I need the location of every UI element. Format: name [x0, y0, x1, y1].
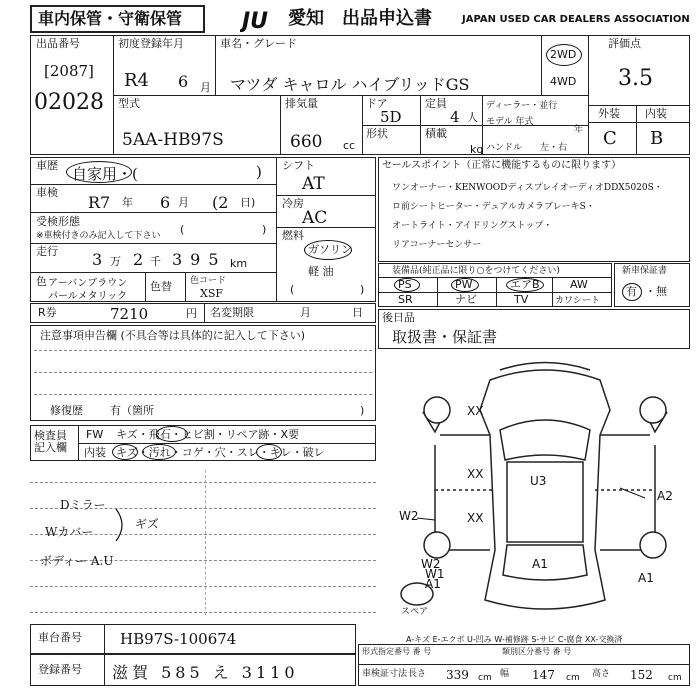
- warranty-no: ・無: [645, 285, 667, 298]
- width-label: 幅: [500, 669, 510, 679]
- form-title: 出品申込書: [342, 8, 432, 29]
- damage-legend: A-キズ E-エクボ U-凹み W-補修跡 S-サビ C-腐食 XX-交換済: [406, 635, 623, 644]
- selling-point-2: ロ前シートヒーター・デュアルカメラブレーキS・: [392, 202, 595, 212]
- fuel-open: (: [290, 283, 295, 296]
- front-left-wheel: [424, 397, 450, 423]
- follow-up-label: 後日品: [382, 311, 415, 324]
- load-unit: kg: [470, 143, 484, 156]
- windshield: [500, 420, 590, 460]
- mark-rear-a1: A1: [425, 577, 441, 591]
- wear-circle: [256, 444, 282, 460]
- inspection-day: (2: [212, 193, 229, 212]
- height-value: 152: [630, 668, 653, 682]
- color-code-label: 色コード: [190, 276, 227, 286]
- rear-right-wheel: [640, 532, 666, 558]
- follow-up-value: 取扱書・保証書: [392, 328, 498, 346]
- chassis-label: 車台番号: [38, 631, 82, 644]
- doors-label: ドア: [366, 97, 388, 110]
- model-year-label: モデル 年式: [486, 117, 534, 127]
- exterior-grade: C: [603, 128, 617, 149]
- rear-left-wheel: [424, 532, 450, 558]
- spare-label: スペア: [401, 607, 429, 617]
- int-items: キズ・汚れ・コゲ・穴・スレ・キレ・破レ: [116, 446, 325, 459]
- mileage-man: 3: [92, 250, 103, 269]
- mark-right-side: A2: [657, 489, 673, 503]
- inspection-day-unit: 日): [240, 196, 256, 209]
- inspection-month: 6: [160, 193, 171, 212]
- mileage-rest: 395: [172, 250, 227, 269]
- car-body-outline: [480, 370, 610, 609]
- ju-logo-icon: [240, 6, 288, 32]
- approval-label: 形式指定番号 番 号: [362, 647, 432, 656]
- lot-bracket-number: [2087]: [44, 62, 94, 80]
- size-label: 車検証寸法: [362, 669, 408, 679]
- color-change-label: 色替: [150, 280, 172, 293]
- name-change-month: 月: [300, 306, 311, 319]
- note-wiper-cover: Wカバー: [45, 525, 94, 539]
- fuel-label: 燃料: [282, 229, 304, 242]
- first-reg-year: R4: [124, 70, 150, 91]
- length-label: 長さ: [408, 669, 427, 679]
- inspection-note-close: ): [262, 223, 267, 236]
- note-bracket-icon: [112, 505, 142, 545]
- displacement-value: 660: [290, 132, 323, 152]
- width-value: 147: [532, 668, 555, 682]
- score-value: 3.5: [618, 66, 653, 91]
- org-name: 愛知: [288, 8, 324, 29]
- first-reg-month-unit: 月: [200, 81, 211, 94]
- handle-options: 左・右: [540, 143, 568, 153]
- fuel-diesel: 軽 油: [308, 265, 334, 278]
- equip-pw: PW: [455, 278, 473, 291]
- mark-front-left: XX: [467, 404, 484, 418]
- model-name-value: マツダ キャロル ハイブリッドGS: [230, 75, 470, 94]
- mileage-sen-unit: 千: [150, 255, 161, 268]
- mark-left-rear: W2: [399, 509, 419, 523]
- interior-label: 内装: [645, 107, 667, 120]
- repair-close: ): [360, 404, 365, 417]
- history-value: 自家用・(: [72, 165, 138, 183]
- shift-label: シフト: [282, 159, 315, 172]
- mileage-unit: km: [230, 257, 248, 270]
- height-label: 高さ: [592, 669, 611, 679]
- length-value: 339: [446, 668, 469, 682]
- ac-value: AC: [302, 208, 328, 228]
- warranty-label: 新車保証書: [622, 266, 668, 276]
- fuel-gasoline: ガソリン: [308, 243, 352, 256]
- ju-logo-text: JU: [242, 9, 269, 32]
- lot-label: 出品番号: [36, 37, 80, 50]
- mark-rear-window: A1: [532, 557, 548, 571]
- airbag-circle: [506, 278, 544, 292]
- mark-rear-bumper-w2: W2: [421, 557, 441, 571]
- inspection-note-open: (: [180, 223, 185, 236]
- recycle-frame: [30, 303, 376, 323]
- history-close: ): [256, 163, 262, 181]
- side-panel: [435, 445, 655, 550]
- mark-rear-bumper-w1: W1: [425, 567, 445, 581]
- dealer-label: ディーラー・並行: [486, 101, 558, 111]
- equipment-title: 装備品(純正品に限り○をつけてください): [392, 266, 560, 276]
- mark-left-door-front: XX: [467, 467, 484, 481]
- pw-circle: [451, 278, 479, 292]
- equip-tv: TV: [514, 293, 529, 306]
- shape-label: 形状: [366, 127, 388, 140]
- model-year-unit: 年: [574, 125, 584, 135]
- ps-circle: [394, 278, 420, 292]
- note-door-mirror: Dミラー: [60, 498, 106, 512]
- mileage-man-unit: 万: [110, 255, 121, 268]
- notes-label: 注意事項申告欄 (不具合等は具体的に記入して下さい): [40, 329, 306, 342]
- shift-value: AT: [302, 174, 325, 194]
- equip-sr: SR: [398, 293, 413, 306]
- equip-airbag: エアB: [510, 278, 540, 291]
- history-label: 車歴: [36, 159, 58, 172]
- scratch-circle: [112, 444, 138, 460]
- warranty-yes: 有: [626, 285, 637, 298]
- note-body: ボディー A.U: [40, 554, 114, 568]
- lot-number: 02028: [34, 90, 104, 115]
- repair-value: 有（箇所: [110, 404, 154, 417]
- inspection-note-label: 受検形態: [36, 215, 80, 228]
- note-scratch: ギズ: [135, 517, 159, 531]
- capacity-label: 定員: [425, 97, 447, 110]
- height-unit: cm: [668, 673, 682, 683]
- dirt-circle: [142, 444, 176, 460]
- color-code: XSF: [200, 287, 223, 300]
- selling-point-1: ワンオーナー・KENWOODディスプレイオーディオDDX5020S・: [392, 183, 663, 193]
- doors-value: 5D: [380, 108, 402, 126]
- selling-points-title: セールスポイント（正常に機能するものに限ります）: [382, 160, 622, 171]
- score-label: 評価点: [608, 37, 641, 50]
- interior-grade: B: [650, 128, 664, 149]
- association-name: JAPAN USED CAR DEALERS ASSOCIATION: [462, 14, 690, 25]
- drive-2wd: 2WD: [550, 48, 577, 61]
- ac-label: 冷房: [282, 197, 304, 210]
- chip-circle: [156, 426, 188, 442]
- length-unit: cm: [478, 673, 492, 683]
- model-code-value: 5AA-HB97S: [122, 130, 224, 150]
- front-bumper: [500, 363, 590, 371]
- color-label: 色: [36, 275, 47, 288]
- first-reg-label: 初度登録年月: [118, 37, 184, 50]
- equip-ps: PS: [398, 278, 412, 291]
- mileage-label: 走行: [36, 245, 58, 258]
- mileage-sen: 2: [133, 250, 144, 269]
- fuel-close: ): [360, 283, 365, 296]
- mark-rear-right-a1: A1: [638, 571, 654, 585]
- ju-logo: [240, 6, 288, 32]
- equip-aw: AW: [570, 278, 588, 291]
- exterior-label: 外装: [598, 107, 620, 120]
- width-unit: cm: [566, 673, 580, 683]
- inspection-note-sublabel: ※車検付きのみ記入して下さい: [36, 231, 161, 241]
- int-label: 内装: [84, 446, 106, 459]
- fw-label: FW: [86, 428, 104, 441]
- selling-point-3: オートライト・アイドリングストップ・: [392, 221, 553, 231]
- inspection-year-unit: 年: [122, 196, 133, 209]
- mark-roof: U3: [530, 474, 547, 488]
- selling-point-4: リアコーナーセンサー: [392, 240, 482, 250]
- handle-label: ハンドル: [486, 143, 523, 153]
- capacity-value: 4: [450, 108, 460, 126]
- category-label: 類別区分番号 番 号: [502, 647, 572, 656]
- color-value-line2: パールメタリック: [48, 291, 128, 302]
- equip-leather-seat: カワシート: [555, 296, 601, 306]
- model-name-label: 車名・グレード: [220, 37, 297, 50]
- displacement-label: 排気量: [285, 97, 318, 110]
- name-change-label: 名変期限: [210, 306, 254, 319]
- registration-value: 滋賀 585 え 3110: [112, 663, 299, 682]
- chassis-value: HB97S-100674: [120, 630, 237, 648]
- inspection-year: R7: [88, 193, 111, 212]
- model-code-label: 型式: [118, 97, 140, 110]
- inspection-label: 車検: [36, 186, 58, 199]
- drive-4wd: 4WD: [550, 75, 577, 88]
- repair-label: 修復歴: [50, 404, 83, 417]
- recycle-unit: 円: [186, 307, 197, 320]
- registration-label: 登録番号: [38, 663, 82, 676]
- fw-items: キズ・飛石・ヒビ割・リペア跡・X要: [116, 428, 300, 441]
- inspection-month-unit: 月: [178, 196, 189, 209]
- recycle-value: 7210: [110, 305, 149, 323]
- car-diagram: [395, 350, 695, 620]
- capacity-unit: 人: [467, 111, 478, 124]
- storage-label: 車内保管・守衛保管: [38, 9, 183, 28]
- recycle-label: R券: [38, 306, 57, 319]
- name-change-day: 日: [352, 306, 363, 319]
- equip-navi: ナビ: [455, 293, 477, 306]
- first-reg-month: 6: [178, 72, 189, 91]
- color-value-line1: アーバンブラウン: [48, 278, 128, 289]
- inspector-label: 検査員記入欄: [34, 429, 67, 454]
- front-right-wheel: [640, 397, 666, 423]
- displacement-unit: cc: [343, 139, 356, 152]
- mark-left-door-rear: XX: [467, 511, 484, 525]
- load-label: 積載: [425, 127, 447, 140]
